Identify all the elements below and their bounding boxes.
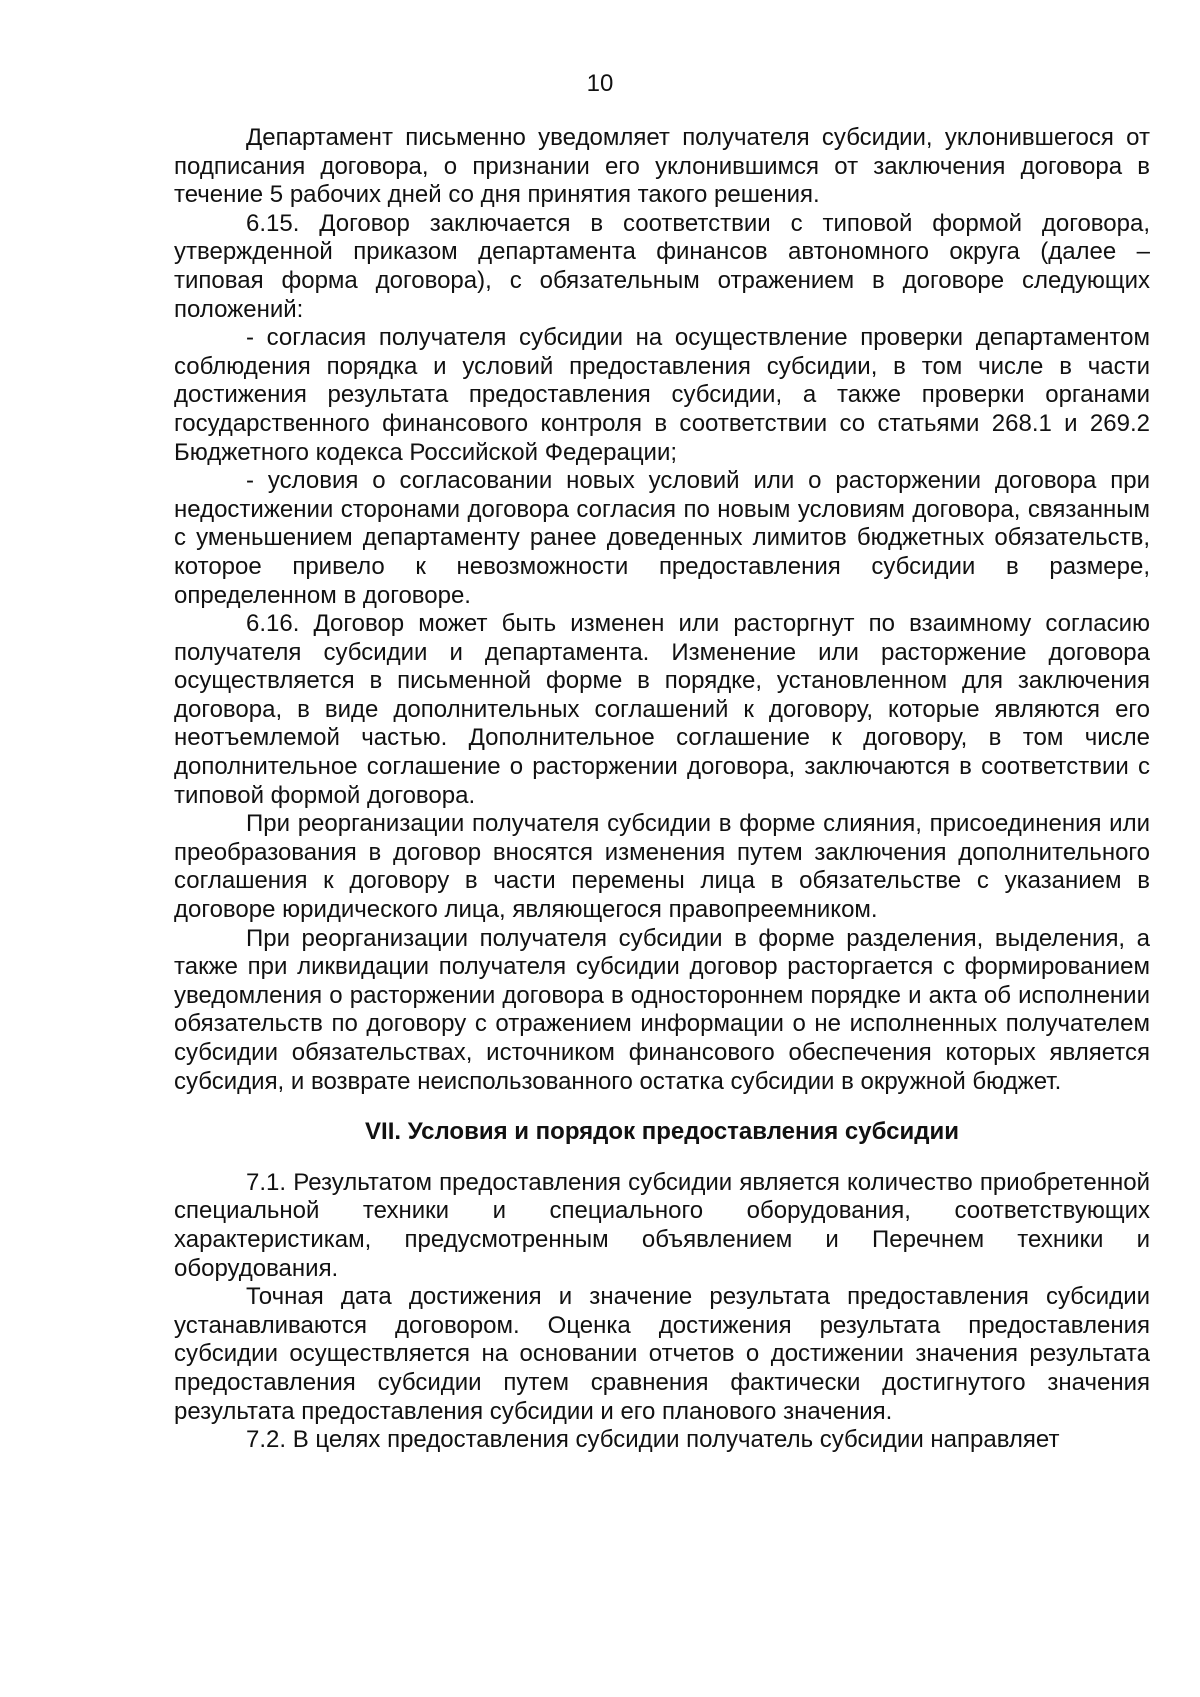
paragraph-new-conditions-clause: - условия о согласовании новых условий или о расторжении договора при недостижении сторонами договора согласия по новым условиям договора, связанным с уменьшением департаменту ранее доведенных лимитов бюджетных обязательств, которое привело к невозможности предоставления субсидии в размере, определенном в договоре. — [174, 467, 1150, 609]
document-body — [174, 124, 1150, 1455]
paragraph-6-16: 6.16. Договор может быть изменен или расторгнут по взаимному согласию получателя субсидии и департамента. Изменение или расторжение договора осуществляется в письменной форме в порядке, установленном для заключения договора, в виде дополнительных соглашений к договору, которые являются его неотъемлемой частью. Дополнительное соглашение к договору, в том числе дополнительное соглашение о расторжении договора, заключаются в соответствии с типовой формой договора. — [174, 610, 1150, 809]
paragraph-result-evaluation: Точная дата достижения и значение результата предоставления субсидии устанавливаются договором. Оценка достижения результата предоставления субсидии осуществляется на основании отчетов о достижении значения результата предоставления субсидии путем сравнения фактически достигнутого значения результата предоставления субсидии и его планового значения. — [174, 1283, 1150, 1425]
page-number: 10 — [586, 70, 614, 97]
paragraph-7-1: 7.1. Результатом предоставления субсидии является количество приобретенной специальной техники и специального оборудования, соответствующих характеристикам, предусмотренным объявлением и Перечнем техники и оборудования. — [174, 1168, 1150, 1282]
paragraph-7-2: 7.2. В целях предоставления субсидии получатель субсидии направляет — [246, 1426, 1060, 1454]
paragraph-reorganization-merger: При реорганизации получателя субсидии в форме слияния, присоединения или преобразования в договор вносятся изменения путем заключения дополнительного соглашения к договору в части перемены лица в обязательстве с указанием в договоре юридического лица, являющегося правопреемником. — [174, 810, 1150, 924]
section-heading: VII. Условия и порядок предоставления субсидии — [365, 1118, 959, 1146]
paragraph-refusal-notice: Департамент письменно уведомляет получателя субсидии, уклонившегося от подписания договора, о признании его уклонившимся от заключения договора в течение 5 рабочих дней со дня принятия такого решения. — [174, 124, 1150, 209]
paragraph-reorganization-division: При реорганизации получателя субсидии в форме разделения, выделения, а также при ликвидации получателя субсидии договор расторгается с формированием уведомления о расторжении договора в одностороннем порядке и акта об исполнении обязательств по договору с отражением информации о не исполненных получателем субсидии обязательствах, источником финансового обеспечения которых является субсидия, и возврате неиспользованного остатка субсидии в окружной бюджет. — [174, 924, 1150, 1095]
paragraph-consent-clause: - согласия получателя субсидии на осуществление проверки департаментом соблюдения порядка и условий предоставления субсидии, в том числе в части достижения результата предоставления субсидии, а также проверки органами государственного финансового контроля в соответствии со статьями 268.1 и 269.2 Бюджетного кодекса Российской Федерации; — [174, 324, 1150, 466]
paragraph-6-15: 6.15. Договор заключается в соответствии с типовой формой договора, утвержденной приказом департамента финансов автономного округа (далее – типовая форма договора), с обязательным отражением в договоре следующих положений: — [174, 209, 1150, 323]
